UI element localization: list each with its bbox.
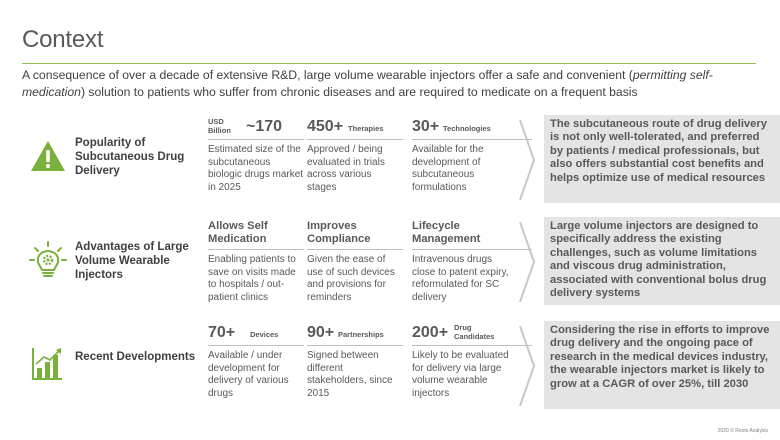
- advantage-description: Enabling patients to save on visits made to hospitals / out-patient clinics: [208, 254, 296, 303]
- stat-description: Available / under development for delivery of various drugs: [208, 350, 289, 399]
- title-divider: [22, 63, 756, 64]
- row-popularity: [22, 112, 767, 212]
- advantage-description: Intravenous drugs close to patent expiry, reformulated for SC delivery: [412, 254, 509, 303]
- stat-suffix: Devices: [250, 330, 279, 339]
- stat-suffix: Partnerships: [338, 330, 384, 339]
- stat-value: 450+: [307, 118, 344, 135]
- page-title: Context: [22, 26, 104, 53]
- lightbulb-gear-icon: [28, 240, 68, 284]
- advantage-description: Given the ease of use of such devices and provisions for reminders: [307, 254, 395, 303]
- stat-value: 30+: [412, 118, 440, 135]
- stat-description: Likely to be evaluated for delivery via large volume wearable injectors: [412, 350, 509, 399]
- stat-drug-candidates: [412, 318, 508, 400]
- bar-chart-trend-icon: [28, 346, 68, 390]
- advantage-heading: Allows Self Medication: [208, 220, 268, 245]
- stat-partnerships: [307, 318, 403, 400]
- row-advantages: [22, 214, 767, 314]
- advantage-compliance: [307, 214, 403, 304]
- stat-description: Approved / being evaluated in trials across various stages: [307, 144, 385, 193]
- row-label: Popularity of Subcutaneous Drug Delivery: [75, 137, 185, 177]
- warning-icon: [28, 132, 68, 176]
- chevron-right-icon: [518, 118, 536, 202]
- stat-suffix: Therapies: [348, 124, 384, 133]
- stat-value: 200+: [412, 324, 449, 341]
- stat-devices: [208, 318, 304, 400]
- row-recent-developments: [22, 318, 770, 418]
- advantage-self-medication: [208, 214, 304, 304]
- advantage-heading: Lifecycle Management: [412, 220, 481, 245]
- intro-text: A consequence of over a decade of extensive R&D, large volume wearable injectors offer a safe and convenient (permitting self-medication) solution to patients who suffer from chronic diseases and are required to medicate on a frequent basis: [22, 68, 713, 99]
- stat-market-size: [208, 112, 304, 194]
- summary-box: The subcutaneous route of drug delivery is not only well-tolerated, and preferred by patients / medical professionals, but also offers substantial cost benefits and helps optimize use of medical resources: [544, 115, 780, 203]
- chevron-right-icon: [518, 324, 536, 408]
- summary-box: Large volume injectors are designed to specifically address the existing challenges, such as volume limitations and viscous drug administration, associated with conventional bolus drug delivery systems: [544, 217, 780, 305]
- summary-box: Considering the rise in efforts to improve drug delivery and the ongoing pace of research in the medical devices industry, the wearable injectors market is likely to grow at a CAGR of over 25%, till 2030: [544, 321, 780, 409]
- row-label: Advantages of Large Volume Wearable Injectors: [75, 241, 189, 281]
- chevron-right-icon: [518, 220, 536, 304]
- stat-suffix: Drug Candidates: [454, 323, 495, 341]
- stat-technologies: [412, 112, 508, 194]
- stat-value: 90+: [307, 324, 335, 341]
- stat-description: Estimated size of the subcutaneous biologic drugs market in 2025: [208, 144, 304, 193]
- stat-value: 70+: [208, 324, 236, 341]
- stat-suffix: Technologies: [443, 124, 491, 133]
- stat-prefix: USD Billion: [208, 117, 231, 135]
- stat-value: ~170: [246, 118, 283, 135]
- row-label: Recent Developments: [75, 351, 196, 363]
- stat-description: Available for the development of subcutaneous formulations: [412, 144, 484, 193]
- stat-therapies: [307, 112, 403, 194]
- copyright-footer: 2020 © Roots Analysis: [717, 428, 768, 434]
- advantage-heading: Improves Compliance: [307, 220, 371, 245]
- advantage-lifecycle: [412, 214, 508, 304]
- stat-description: Signed between different stakeholders, since 2015: [307, 350, 393, 399]
